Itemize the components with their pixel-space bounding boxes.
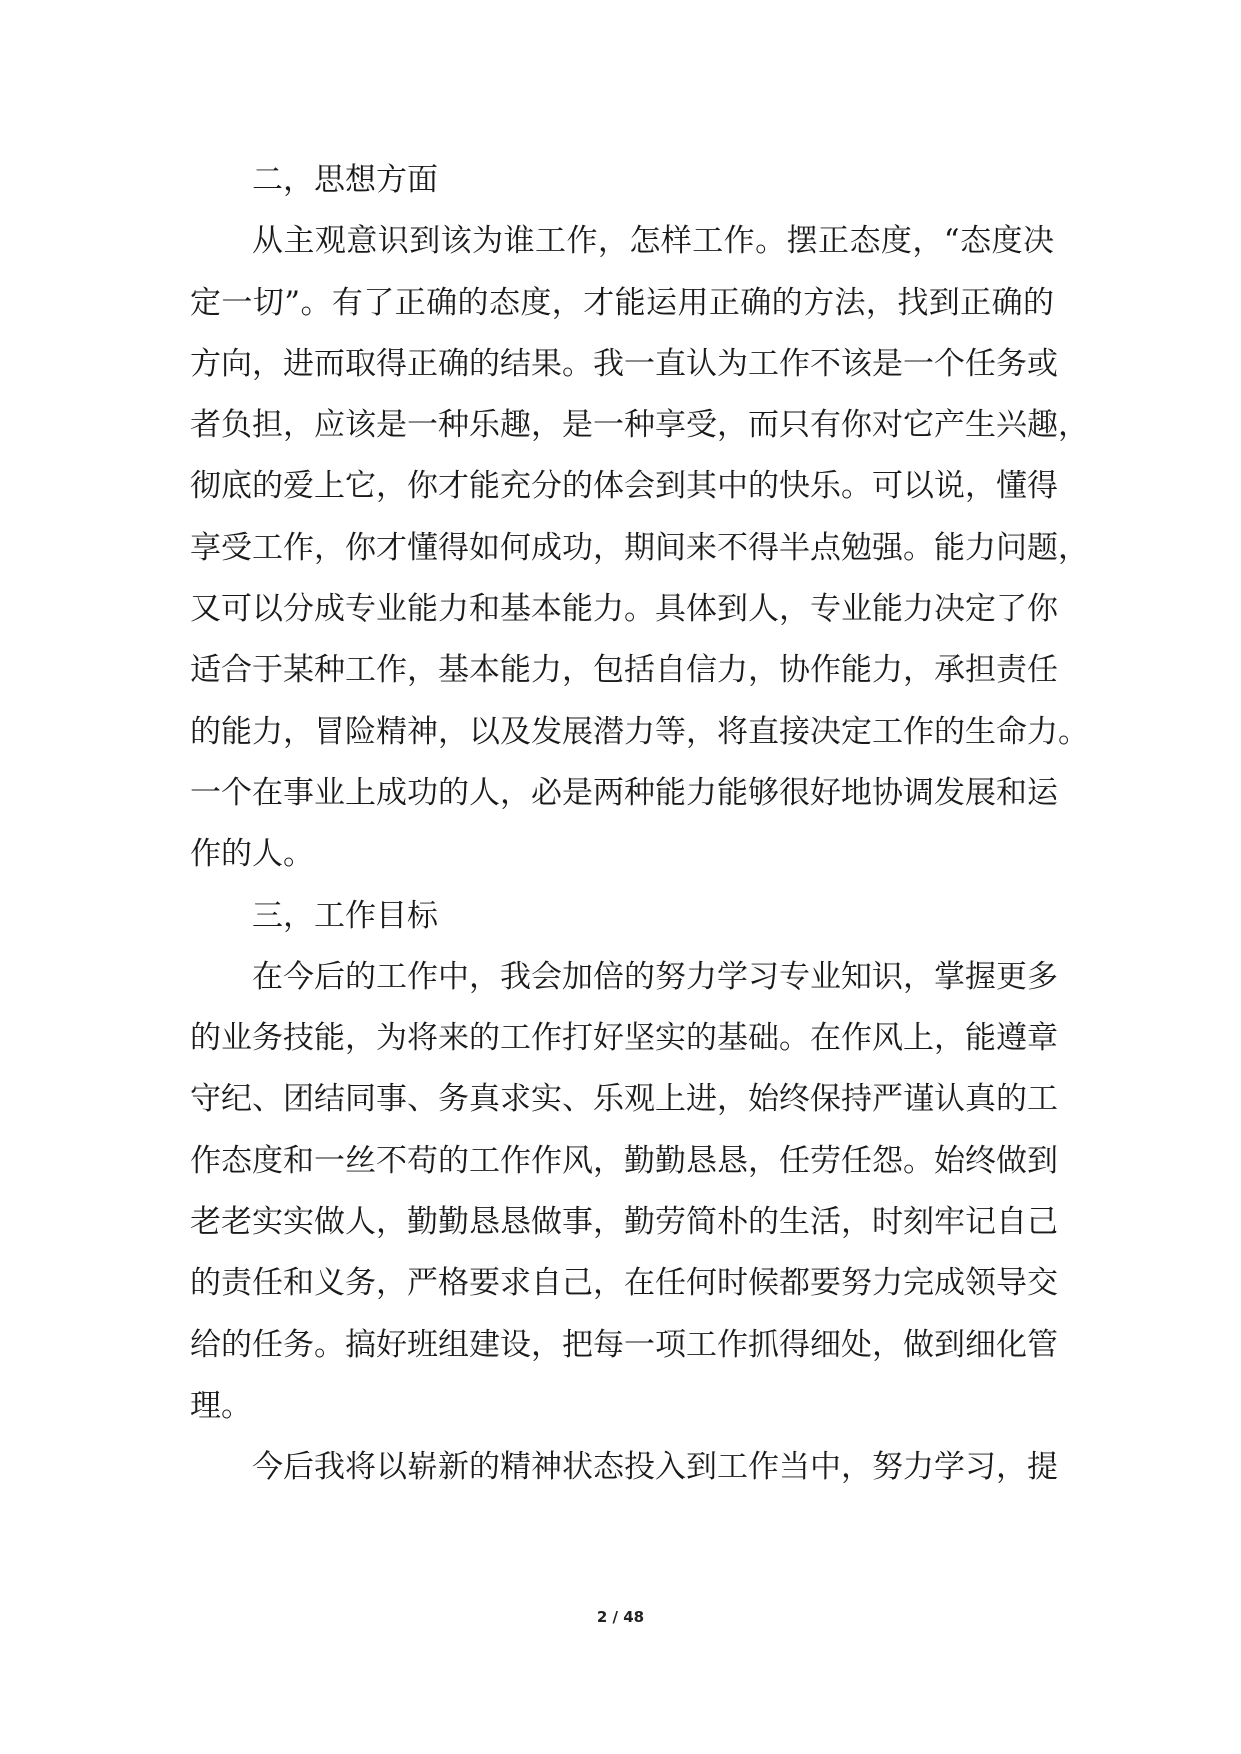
section-heading: 二，思想方面 (252, 162, 438, 198)
paragraph-line: 享受工作，你才懂得如何成功，期间来不得半点勉强。能力问题， (190, 529, 1089, 566)
document-body (190, 150, 1089, 1499)
paragraph-line: 老老实实做人，勤勤恳恳做事，勤劳简朴的生活，时刻牢记自己 (190, 1204, 1058, 1241)
paragraph-line: 作的人。 (190, 836, 314, 873)
paragraph-line: 又可以分成专业能力和基本能力。具体到人，专业能力决定了你 (190, 591, 1058, 628)
page-number: 2 / 48 (596, 1608, 645, 1626)
paragraph-line: 的能力，冒险精神，以及发展潜力等，将直接决定工作的生命力。 (190, 713, 1089, 750)
paragraph-line: 者负担，应该是一种乐趣，是一种享受，而只有你对它产生兴趣， (190, 407, 1089, 444)
paragraph-line: 作态度和一丝不苟的工作作风，勤勤恳恳，任劳任怨。始终做到 (190, 1142, 1058, 1179)
paragraph-line: 从主观意识到该为谁工作，怎样工作。摆正态度，“态度决 (252, 223, 1054, 260)
paragraph-line: 定一切”。有了正确的态度，才能运用正确的方法，找到正确的 (190, 284, 1054, 321)
paragraph-line: 适合于某种工作，基本能力，包括自信力，协作能力，承担责任 (190, 652, 1058, 689)
paragraph-line: 的业务技能，为将来的工作打好坚实的基础。在作风上，能遵章 (190, 1020, 1058, 1057)
paragraph-line: 方向，进而取得正确的结果。我一直认为工作不该是一个任务或 (190, 345, 1058, 382)
paragraph-line: 理。 (190, 1387, 252, 1424)
paragraph-line: 的责任和义务，严格要求自己，在任何时候都要努力完成领导交 (190, 1265, 1058, 1302)
paragraph-line: 今后我将以崭新的精神状态投入到工作当中，努力学习，提 (252, 1449, 1058, 1486)
paragraph-line: 彻底的爱上它，你才能充分的体会到其中的快乐。可以说，懂得 (190, 468, 1058, 505)
section-heading: 三，工作目标 (252, 897, 438, 934)
paragraph-line: 一个在事业上成功的人，必是两种能力能够很好地协调发展和运 (190, 774, 1058, 811)
paragraph-line: 守纪、团结同事、务真求实、乐观上进，始终保持严谨认真的工 (190, 1081, 1058, 1118)
paragraph-line: 给的任务。搞好班组建设，把每一项工作抓得细处，做到细化管 (190, 1326, 1058, 1363)
paragraph-line: 在今后的工作中，我会加倍的努力学习专业知识，掌握更多 (252, 958, 1058, 995)
